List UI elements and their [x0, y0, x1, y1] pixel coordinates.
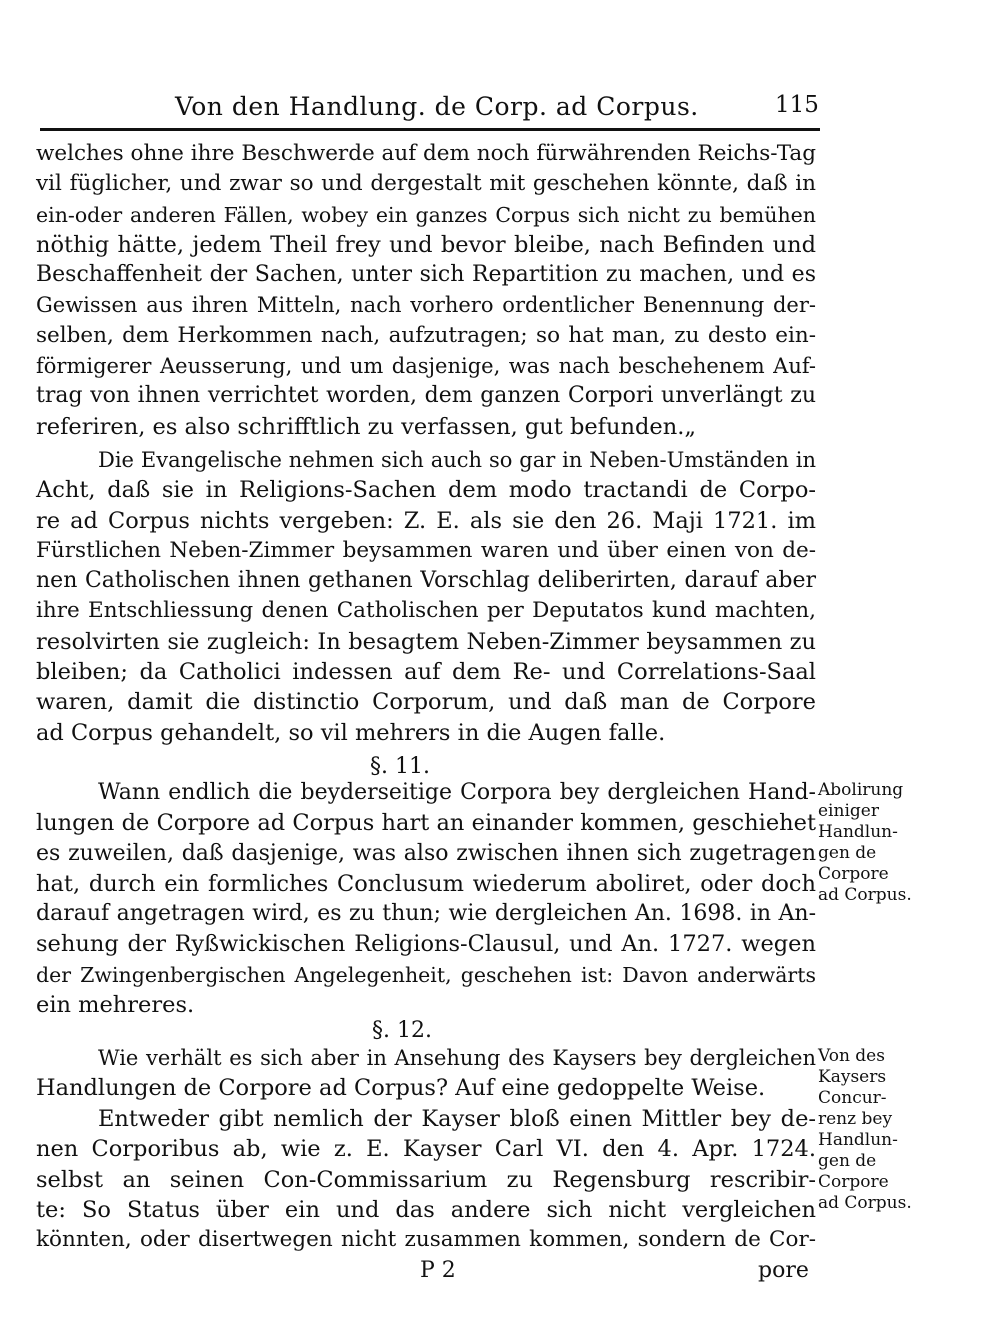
margin-note-line: Corpore	[818, 864, 889, 884]
margin-note-line: Concur-	[818, 1088, 887, 1108]
text-line: selbst an seinen Con-Commissarium zu Regensburg rescribir-	[36, 1166, 816, 1193]
text-line: nen Corporibus ab, wie z. E. Kayser Carl VI. den 4. Apr. 1724.	[36, 1136, 816, 1163]
margin-note-line: Von des	[818, 1046, 885, 1066]
text-line: Handlungen de Corpore ad Corpus? Auf eine gedoppelte Weise.	[36, 1075, 766, 1102]
text-line: re ad Corpus nichts vergeben: Z. E. als sie den 26. Maji 1721. im	[36, 507, 816, 534]
margin-note-12	[818, 1046, 912, 1214]
text-line: ein mehreres.	[36, 992, 195, 1019]
text-line: förmigerer Aeusserung, und um dasjenige, was nach beschehenem Auf-	[36, 354, 816, 379]
margin-note-line: Abolirung	[818, 780, 904, 800]
header-rule	[40, 128, 820, 131]
running-header	[40, 86, 820, 126]
text-line: Wann endlich die beyderseitige Corpora bey dergleichen Hand-	[98, 780, 816, 805]
signature-mark: P 2	[420, 1258, 456, 1283]
paragraph-2	[36, 445, 816, 748]
paragraph-1	[36, 139, 816, 442]
text-line: te: So Status über ein und das andere sich nicht vergleichen	[36, 1196, 816, 1223]
text-line: es zuweilen, daß dasjenige, was also zwischen ihnen sich zugetragen	[36, 840, 816, 866]
running-title: Von den Handlung. de Corp. ad Corpus.	[175, 92, 699, 121]
text-line: Wie verhält es sich aber in Ansehung des Kaysers bey dergleichen	[98, 1046, 816, 1070]
text-line: ein-oder anderen Fällen, wobey ein ganzes Corpus sich nicht zu bemühen	[36, 202, 816, 227]
margin-note-line: einiger	[818, 801, 879, 821]
text-line: Beschaffenheit der Sachen, unter sich Repartition zu machen, und es	[36, 262, 816, 288]
text-line: sehung der Ryßwickischen Religions-Clausul, und An. 1727. wegen	[36, 931, 816, 958]
section-12-text-b	[36, 1104, 816, 1255]
text-line: resolvirten sie zugleich: In besagtem Neben-Zimmer beysammen zu	[36, 628, 816, 655]
text-line: lungen de Corpore ad Corpus hart an einander kommen, geschiehet	[36, 810, 816, 837]
catchword: pore	[758, 1258, 809, 1283]
margin-note-line: Corpore	[818, 1172, 889, 1192]
text-line: ad Corpus gehandelt, so vil mehrers in die Augen falle.	[36, 719, 666, 746]
text-line: vil füglicher, und zwar so und dergestalt mit geschehen könnte, daß in	[36, 171, 816, 197]
text-line: Entweder gibt nemlich der Kayser bloß einen Mittler bey de-	[98, 1106, 816, 1132]
text-line: der Zwingenbergischen Angelegenheit, geschehen ist: Davon anderwärts	[36, 962, 816, 987]
margin-note-11	[818, 780, 912, 906]
margin-note-line: Handlun-	[818, 1130, 898, 1150]
text-line: könnten, oder disertwegen nicht zusammen kommen, sondern de Cor-	[36, 1227, 816, 1253]
text-line: Acht, daß sie in Religions-Sachen dem modo tractandi de Corpo-	[36, 477, 816, 504]
section-heading-11: §. 11.	[370, 754, 430, 779]
margin-note-line: Handlun-	[818, 822, 898, 842]
margin-note-line: gen de	[818, 1151, 877, 1171]
text-line: Fürstlichen Neben-Zimmer beysammen waren und über einen von de-	[36, 537, 816, 563]
text-line: nöthig hätte, jedem Theil frey und bevor bleibe, nach Befinden und	[36, 231, 816, 258]
text-line: Gewissen aus ihren Mitteln, nach vorhero ordentlicher Benennung der-	[36, 293, 816, 318]
margin-note-line: ad Corpus.	[818, 1193, 912, 1213]
text-line: selben, dem Herkommen nach, aufzutragen; so hat man, zu desto ein-	[36, 322, 816, 348]
text-line: nen Catholischen ihnen gethanen Vorschlag deliberirten, darauf aber	[36, 568, 816, 594]
text-line: darauf angetragen wird, es zu thun; wie dergleichen An. 1698. in An-	[36, 901, 816, 927]
section-12-text-a	[36, 1043, 816, 1104]
text-line: waren, damit die distinctio Corporum, und daß man de Corpore	[36, 689, 816, 716]
text-line: referiren, es also schrifftlich zu verfassen, gut befunden.„	[36, 413, 697, 440]
margin-note-line: renz bey	[818, 1109, 893, 1129]
margin-note-line: Kaysers	[818, 1067, 887, 1087]
text-line: welches ohne ihre Beschwerde auf dem noch fürwährenden Reichs-Tag	[36, 141, 816, 166]
text-line: trag von ihnen verrichtet worden, dem ganzen Corpori unverlängt zu	[36, 383, 816, 409]
text-line: hat, durch ein formliches Conclusum wiederum aboliret, oder doch	[36, 870, 816, 897]
margin-note-line: gen de	[818, 843, 877, 863]
section-11-text	[36, 778, 816, 1020]
margin-note-line: ad Corpus.	[818, 885, 912, 905]
section-heading-12: §. 12.	[372, 1018, 432, 1043]
text-line: Die Evangelische nehmen sich auch so gar in Neben-Umständen in	[98, 448, 816, 472]
page-number: 115	[775, 92, 819, 118]
text-line: bleiben; da Catholici indessen auf dem Re- und Correlations-Saal	[36, 659, 816, 686]
text-line: ihre Entschliessung denen Catholischen per Deputatos kund machten,	[36, 598, 816, 624]
